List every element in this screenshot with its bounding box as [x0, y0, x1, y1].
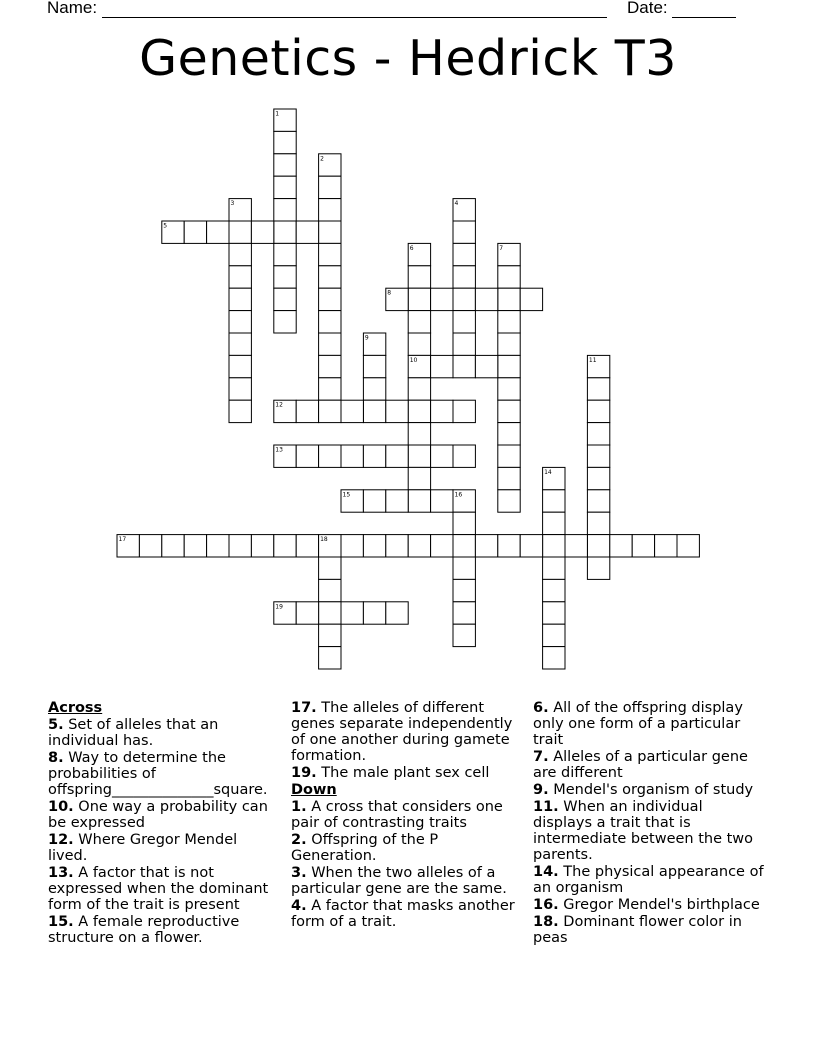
grid-cell[interactable] — [229, 221, 251, 243]
grid-cell[interactable] — [408, 467, 430, 489]
grid-cell[interactable] — [319, 400, 341, 422]
grid-cell[interactable] — [319, 333, 341, 355]
clue-text: The physical appearance of an organism — [533, 864, 764, 896]
grid-cell[interactable] — [229, 400, 251, 422]
grid-cell[interactable] — [207, 535, 229, 557]
clues-column-3 — [533, 700, 765, 947]
grid-cell[interactable] — [453, 355, 475, 377]
clue-across-19 — [291, 765, 523, 781]
clue-across-10 — [48, 799, 280, 831]
grid-cell[interactable] — [677, 535, 699, 557]
grid-cell[interactable] — [408, 378, 430, 400]
clue-number: 2. — [291, 832, 307, 848]
clue-number: 18. — [533, 914, 559, 930]
grid-cell[interactable] — [498, 400, 520, 422]
grid-cell[interactable] — [319, 445, 341, 467]
name-label: Name: — [47, 0, 98, 17]
grid-cell[interactable] — [453, 445, 475, 467]
grid-cell[interactable] — [632, 535, 654, 557]
clue-down-3 — [291, 865, 523, 897]
grid-cell[interactable] — [408, 423, 430, 445]
grid-cell[interactable] — [386, 490, 408, 512]
grid-cell[interactable] — [543, 579, 565, 601]
clue-text: Mendel's organism of study — [553, 782, 754, 798]
grid-cell[interactable] — [229, 243, 251, 265]
grid-cell[interactable] — [408, 288, 430, 310]
grid-cell[interactable] — [251, 535, 273, 557]
grid-cell[interactable] — [319, 243, 341, 265]
grid-cell[interactable] — [408, 333, 430, 355]
grid-cell[interactable] — [363, 490, 385, 512]
grid-cell[interactable] — [408, 535, 430, 557]
grid-cell[interactable] — [498, 423, 520, 445]
clue-down-1 — [291, 799, 523, 831]
grid-cell[interactable] — [184, 221, 206, 243]
clue-number: 5. — [48, 717, 64, 733]
clue-number-label: 19 — [275, 603, 283, 611]
grid-cell[interactable] — [543, 535, 565, 557]
clue-down-16 — [533, 897, 765, 913]
clue-down-2 — [291, 832, 523, 864]
grid-cell[interactable] — [296, 535, 318, 557]
grid-cell[interactable] — [453, 333, 475, 355]
grid-cell[interactable] — [363, 378, 385, 400]
grid-cell[interactable] — [543, 602, 565, 624]
grid-cell[interactable] — [453, 221, 475, 243]
grid-cell[interactable] — [408, 311, 430, 333]
clue-number: 13. — [48, 865, 74, 881]
grid-cell[interactable] — [408, 445, 430, 467]
grid-cell[interactable] — [565, 535, 587, 557]
grid-cell[interactable] — [341, 535, 363, 557]
clue-number-label: 11 — [588, 356, 597, 364]
grid-cell[interactable] — [453, 311, 475, 333]
date-label: Date: — [627, 0, 668, 17]
grid-cell[interactable] — [274, 243, 296, 265]
grid-cell[interactable] — [319, 624, 341, 646]
grid-cell[interactable] — [341, 400, 363, 422]
grid-cell[interactable] — [431, 400, 453, 422]
grid-cell[interactable] — [498, 490, 520, 512]
grid-cell[interactable] — [207, 221, 229, 243]
across-heading: Across — [48, 700, 103, 716]
clue-number-label: 14 — [544, 468, 552, 476]
grid-cell[interactable] — [319, 311, 341, 333]
grid-cell[interactable] — [498, 355, 520, 377]
grid-cell[interactable] — [386, 400, 408, 422]
grid-cell[interactable] — [498, 266, 520, 288]
clue-number: 10. — [48, 799, 74, 815]
clue-number-label: 10 — [409, 356, 418, 364]
grid-cell[interactable] — [363, 445, 385, 467]
grid-cell[interactable] — [520, 535, 542, 557]
grid-cell[interactable] — [386, 602, 408, 624]
clue-down-11 — [533, 799, 765, 863]
clue-number-label: 15 — [342, 491, 351, 499]
grid-cell[interactable] — [184, 535, 206, 557]
clue-text: Dominant flower color in peas — [533, 914, 742, 946]
clue-down-4 — [291, 898, 523, 930]
clue-number-label: 7 — [499, 244, 504, 252]
clue-number-label: 4 — [454, 200, 459, 208]
grid-cell[interactable] — [543, 624, 565, 646]
clue-text: A factor that masks another form of a trait. — [291, 898, 515, 930]
grid-cell[interactable] — [408, 266, 430, 288]
clue-text: A female reproductive structure on a flower. — [48, 914, 240, 946]
grid-cell[interactable] — [453, 266, 475, 288]
clue-number: 17. — [291, 700, 317, 716]
clue-across-13 — [48, 865, 280, 913]
grid-cell[interactable] — [475, 355, 497, 377]
grid-cell[interactable] — [520, 288, 542, 310]
grid-cell[interactable] — [274, 176, 296, 198]
clue-number: 6. — [533, 700, 549, 716]
grid-cell[interactable] — [408, 400, 430, 422]
grid-cell[interactable] — [296, 445, 318, 467]
grid-cell[interactable] — [341, 445, 363, 467]
grid-cell[interactable] — [453, 557, 475, 579]
clue-number-label: 16 — [454, 491, 463, 499]
clue-down-14 — [533, 864, 765, 896]
grid-cell[interactable] — [453, 602, 475, 624]
grid-cell[interactable] — [587, 467, 609, 489]
clue-number-label: 9 — [364, 334, 369, 342]
clue-number: 8. — [48, 750, 64, 766]
clue-number: 16. — [533, 897, 559, 913]
clue-number-label: 17 — [118, 536, 127, 544]
grid-cell[interactable] — [274, 288, 296, 310]
clue-text: Alleles of a particular gene are different — [533, 749, 748, 781]
clue-text: The male plant sex cell — [321, 765, 490, 781]
clue-across-17 — [291, 700, 523, 764]
grid-cell[interactable] — [319, 199, 341, 221]
grid-cell[interactable] — [587, 400, 609, 422]
grid-cell[interactable] — [453, 512, 475, 534]
grid-cell[interactable] — [363, 535, 385, 557]
clue-number: 12. — [48, 832, 74, 848]
down-heading: Down — [291, 782, 337, 798]
grid-cell[interactable] — [475, 535, 497, 557]
grid-cell[interactable] — [363, 400, 385, 422]
page-title: Genetics - Hedrick T3 — [139, 30, 677, 87]
grid-cell[interactable] — [274, 131, 296, 153]
grid-cell[interactable] — [587, 535, 609, 557]
clue-text: A cross that considers one pair of contrasting traits — [291, 799, 503, 831]
grid-cell[interactable] — [498, 311, 520, 333]
grid-cell[interactable] — [587, 423, 609, 445]
grid-cell[interactable] — [274, 154, 296, 176]
grid-cell[interactable] — [229, 288, 251, 310]
grid-cell[interactable] — [386, 535, 408, 557]
clue-text: Gregor Mendel's birthplace — [563, 897, 760, 913]
grid-cell[interactable] — [162, 535, 184, 557]
clue-down-6 — [533, 700, 765, 748]
clue-down-7 — [533, 749, 765, 781]
grid-cell[interactable] — [319, 176, 341, 198]
clue-number: 11. — [533, 799, 559, 815]
clue-text: One way a probability can be expressed — [48, 799, 268, 831]
clue-number: 3. — [291, 865, 307, 881]
grid-cell[interactable] — [475, 288, 497, 310]
grid-cell[interactable] — [386, 445, 408, 467]
clue-text: The alleles of different genes separate independently of one another during gamete formation. — [291, 700, 513, 764]
grid-cell[interactable] — [431, 535, 453, 557]
grid-cell[interactable] — [587, 557, 609, 579]
grid-cell[interactable] — [498, 445, 520, 467]
grid-cell[interactable] — [341, 602, 363, 624]
grid-cell[interactable] — [453, 535, 475, 557]
grid-cell[interactable] — [274, 221, 296, 243]
clue-number: 14. — [533, 864, 559, 880]
grid-cell[interactable] — [319, 355, 341, 377]
grid-cell[interactable] — [229, 311, 251, 333]
grid-cell[interactable] — [363, 602, 385, 624]
grid-cell[interactable] — [543, 490, 565, 512]
grid-cell[interactable] — [453, 243, 475, 265]
grid-cell[interactable] — [319, 647, 341, 669]
grid-cell[interactable] — [319, 579, 341, 601]
grid-cell[interactable] — [587, 512, 609, 534]
clues-column-2 — [291, 700, 523, 931]
clue-text: All of the offspring display only one form of a particular trait — [533, 700, 743, 748]
grid-cell[interactable] — [453, 400, 475, 422]
clue-number-label: 2 — [320, 155, 324, 163]
grid-cell[interactable] — [431, 288, 453, 310]
grid-cell[interactable] — [319, 378, 341, 400]
grid-cell[interactable] — [431, 355, 453, 377]
grid-cell[interactable] — [229, 535, 251, 557]
clue-down-18 — [533, 914, 765, 946]
grid-cell[interactable] — [655, 535, 677, 557]
grid-cell[interactable] — [251, 221, 273, 243]
grid-cell[interactable] — [587, 490, 609, 512]
grid-cell[interactable] — [229, 355, 251, 377]
clue-down-9 — [533, 782, 765, 798]
grid-cell[interactable] — [543, 557, 565, 579]
grid-cell[interactable] — [319, 288, 341, 310]
clue-number: 15. — [48, 914, 74, 930]
grid-cell[interactable] — [363, 355, 385, 377]
grid-cell[interactable] — [543, 512, 565, 534]
clue-across-8 — [48, 750, 280, 798]
grid-cell[interactable] — [274, 311, 296, 333]
clue-across-12 — [48, 832, 280, 864]
grid-cell[interactable] — [319, 221, 341, 243]
grid-cell[interactable] — [453, 288, 475, 310]
grid-cell[interactable] — [319, 266, 341, 288]
grid-cell[interactable] — [274, 266, 296, 288]
grid-cell[interactable] — [408, 490, 430, 512]
grid-cell[interactable] — [453, 579, 475, 601]
clue-number: 9. — [533, 782, 549, 798]
clue-number: 19. — [291, 765, 317, 781]
grid-cell[interactable] — [610, 535, 632, 557]
clue-text: Set of alleles that an individual has. — [48, 717, 219, 749]
clue-number: 1. — [291, 799, 307, 815]
grid-cell[interactable] — [274, 199, 296, 221]
grid-cell[interactable] — [498, 288, 520, 310]
clue-text: When an individual displays a trait that is intermediate between the two parents. — [533, 799, 754, 863]
grid-cell[interactable] — [229, 333, 251, 355]
clue-number-label: 8 — [387, 289, 392, 297]
clue-across-5 — [48, 717, 280, 749]
grid-cell[interactable] — [229, 266, 251, 288]
clue-number-label: 18 — [320, 536, 328, 544]
clue-number-label: 5 — [163, 222, 168, 230]
clue-text: Where Gregor Mendel lived. — [48, 832, 238, 864]
grid-cell[interactable] — [498, 535, 520, 557]
grid-cell[interactable] — [498, 378, 520, 400]
grid-cell[interactable] — [498, 467, 520, 489]
clue-number-label: 3 — [230, 200, 235, 208]
clue-text: Way to determine the probabilities of offspring______________square. — [48, 750, 268, 798]
grid-cell[interactable] — [587, 445, 609, 467]
grid-cell[interactable] — [139, 535, 161, 557]
clue-text: When the two alleles of a particular gene are the same. — [291, 865, 507, 897]
grid-cell[interactable] — [587, 378, 609, 400]
clue-number-label: 6 — [409, 244, 414, 252]
grid-cell[interactable] — [319, 602, 341, 624]
grid-cell[interactable] — [319, 557, 341, 579]
grid-cell[interactable] — [296, 221, 318, 243]
clue-number: 7. — [533, 749, 549, 765]
clue-text: A factor that is not expressed when the dominant form of the trait is present — [48, 865, 269, 913]
grid-cell[interactable] — [543, 647, 565, 669]
grid-cell[interactable] — [296, 400, 318, 422]
clue-number-label: 13 — [275, 446, 283, 454]
grid-cell[interactable] — [274, 535, 296, 557]
clue-text: Offspring of the P Generation. — [291, 832, 439, 864]
grid-cell[interactable] — [296, 602, 318, 624]
clue-across-15 — [48, 914, 280, 946]
grid-cell[interactable] — [431, 490, 453, 512]
grid-cell[interactable] — [431, 445, 453, 467]
clues-column-1 — [48, 700, 280, 947]
clue-number-label: 1 — [275, 110, 280, 118]
clue-number-label: 12 — [275, 401, 283, 409]
grid-cell[interactable] — [453, 624, 475, 646]
clue-number: 4. — [291, 898, 307, 914]
grid-cell[interactable] — [498, 333, 520, 355]
grid-cell[interactable] — [229, 378, 251, 400]
